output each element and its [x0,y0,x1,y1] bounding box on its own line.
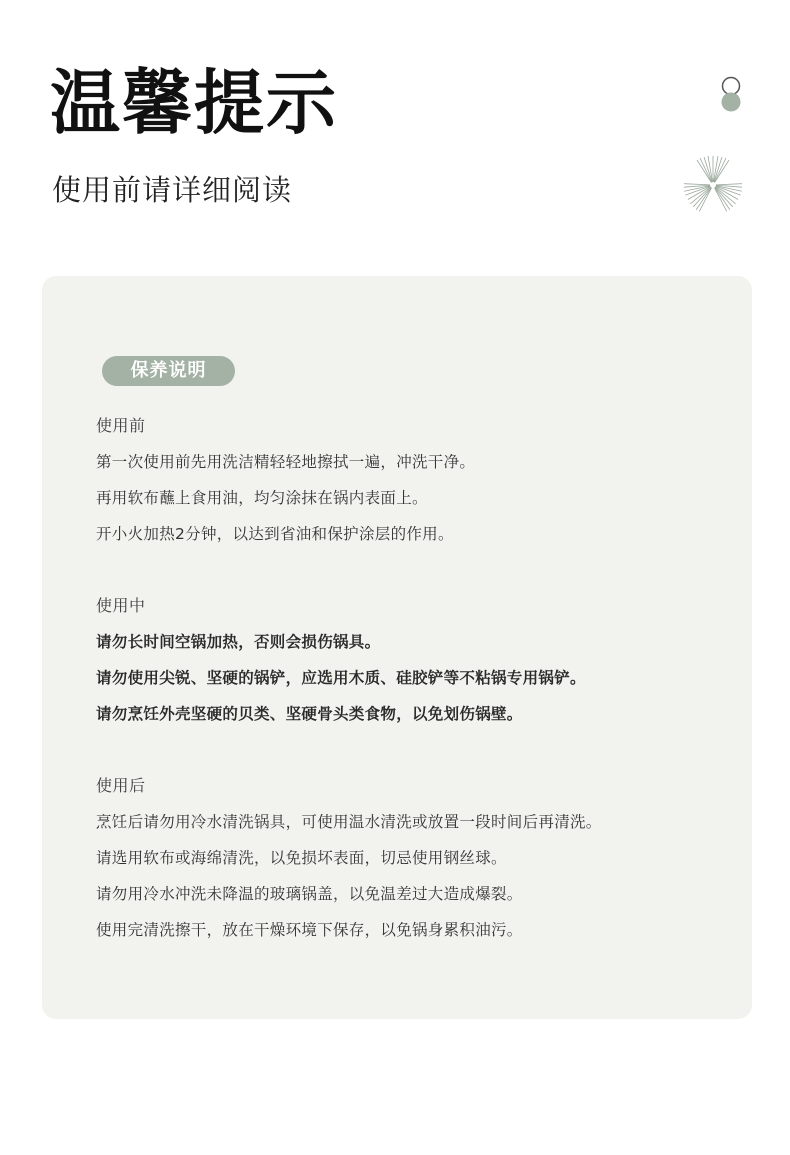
instruction-line: 开小火加热2分钟，以达到省油和保护涂层的作用。 [96,525,454,543]
instruction-line: 烹饪后请勿用冷水清洗锅具，可使用温水清洗或放置一段时间后再清洗。 [96,813,602,831]
decorative-dots-icon [716,76,746,114]
instruction-line: 再用软布蘸上食用油，均匀涂抹在锅内表面上。 [96,489,428,507]
page-title: 温馨提示 [50,62,338,144]
instruction-line: 第一次使用前先用洗洁精轻轻地擦拭一遍，冲洗干净。 [96,453,476,471]
section-heading: 使用中 [96,596,146,615]
instruction-line: 请勿用冷水冲洗未降温的玻璃锅盖，以免温差过大造成爆裂。 [96,885,523,903]
decorative-shell-icon [684,156,742,214]
section-before-use [96,416,475,560]
instruction-line: 请勿使用尖锐、坚硬的锅铲，应选用木质、硅胶铲等不粘锅专用锅铲。 [96,669,586,687]
section-after-use [96,776,602,956]
care-badge: 保养说明 [102,356,235,386]
instruction-line: 请选用软布或海绵清洗，以免损坏表面，切忌使用钢丝球。 [96,849,507,867]
section-heading: 使用后 [96,776,146,795]
page-subtitle: 使用前请详细阅读 [52,173,293,207]
instruction-line: 使用完清洗擦干，放在干燥环境下保存，以免锅身累积油污。 [96,921,523,939]
section-during-use [96,596,586,740]
instruction-line: 请勿烹饪外壳坚硬的贝类、坚硬骨头类食物，以免划伤锅壁。 [96,705,523,723]
section-heading: 使用前 [96,416,146,435]
instruction-line: 请勿长时间空锅加热，否则会损伤锅具。 [96,633,381,651]
care-instructions-card [42,276,752,1019]
